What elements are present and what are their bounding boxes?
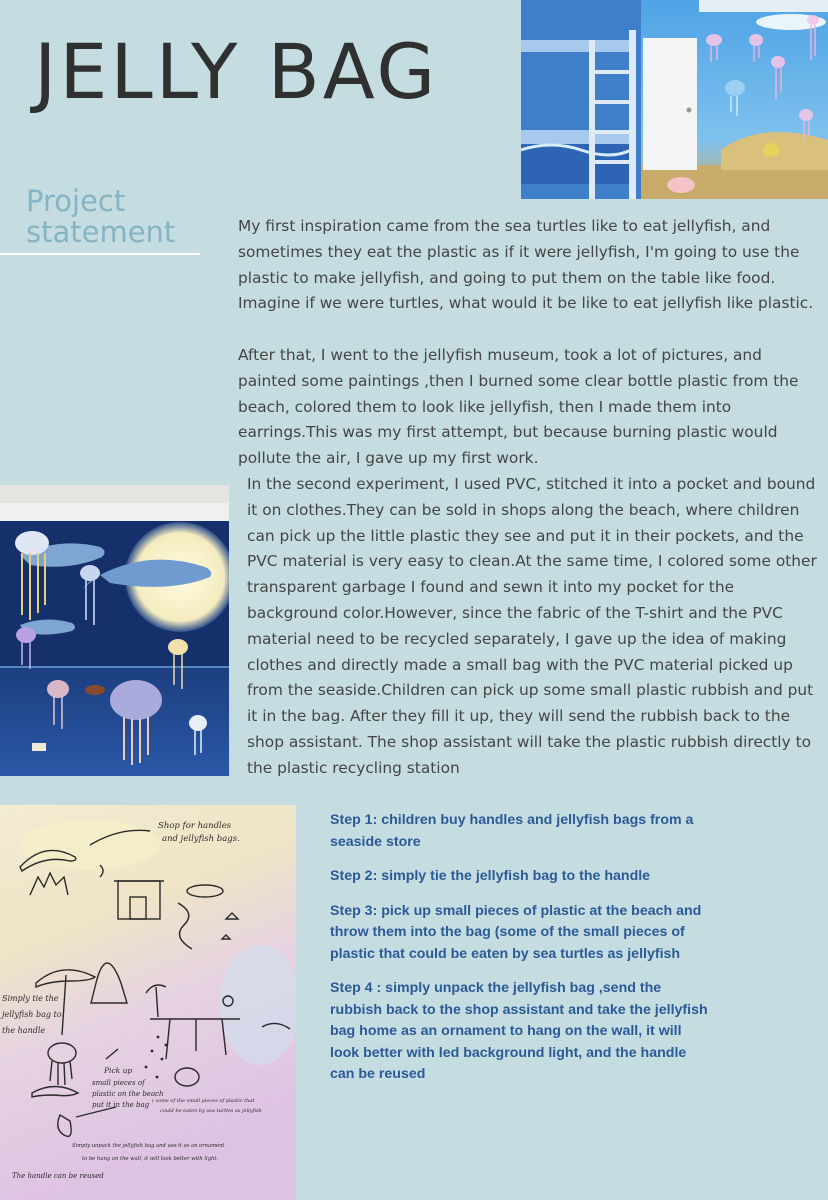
storyboard-sketch	[0, 805, 296, 1200]
sketch-note-handle: The handle can be reused	[12, 1172, 104, 1180]
sketch-note-pick-1: Pick up	[104, 1066, 133, 1075]
section-divider	[0, 253, 200, 255]
sketch-note-unpack-2: to be hung on the wall, it will look better with light.	[82, 1156, 219, 1162]
section-title-line2: statement	[26, 215, 176, 249]
sketch-note-unpack-1: Simply unpack the jellyfish bag and use it as an ornament	[72, 1143, 225, 1149]
sketch-note-pick-3: plastic on the beach	[92, 1090, 164, 1098]
sketch-note-pick-2: small pieces of	[92, 1079, 145, 1087]
paragraph-second-experiment: In the second experiment, I used PVC, stitched it into a pocket and bound it on clothes.They can be sold in shops along the beach, where children can pick up the little plastic they see and put it in their pockets, and the PVC material is very easy to clean.At the same time, I colored some other transparent garbage I found and sewn it into my pocket for the background color.However, since the fabric of the T-shirt and the PVC material need to be recycled separately, I gave up the idea of making clothes and directly made a small bag with the PVC material picked up from the seaside.Children can pick up some small plastic rubbish and put it in the bag. After they fill it up, they will send the rubbish back to the shop assistant. The shop assistant will take the plastic rubbish directly to the plastic recycling station	[247, 475, 817, 777]
page-title: JELLY BAG	[34, 27, 439, 116]
paragraph-inspiration: My first inspiration came from the sea turtles like to eat jellyfish, and sometimes they eat the plastic as if it were jellyfish, I'm going to use the plastic to make jellyfish, and going to put them on the table like food. Imagine if we were turtles, what would it be like to eat jellyfish like plastic.	[238, 217, 814, 313]
bedroom-photo	[521, 0, 828, 199]
sketch-note-shop-1: Shop for handles	[158, 821, 232, 831]
sketch-note-tie-3: the handle	[2, 1026, 46, 1035]
sketch-note-tie-2: jellyfish bag to	[2, 1010, 62, 1019]
jellyfish-mural-photo	[0, 485, 229, 776]
sketch-note-turtle-1: ( some of the small pieces of plastic that	[152, 1098, 255, 1104]
sketch-note-shop-2: and jellyfish bags.	[162, 834, 240, 844]
sketch-note-pick-4: put it in the bag	[92, 1101, 150, 1109]
paragraph-museum: After that, I went to the jellyfish museum, took a lot of pictures, and painted some paintings ,then I burned some clear bottle plastic from the beach, colored them to look like jellyfish, then I made them into earrings.This was my first attempt, but because burning plastic would pollute the air, I gave up my first work.	[238, 346, 799, 468]
section-title-line1: Project	[26, 184, 126, 218]
step-2: Step 2: simply tie the jellyfish bag to the handle	[330, 868, 651, 884]
sketch-note-tie-1: Simply tie the	[2, 994, 59, 1003]
step-4: Step 4 : simply unpack the jellyfish bag ,send the rubbish back to the shop assistant and take the jellyfish bag home as an ornament to hang on the wall, it will look better with led background light, and the handle can be reused	[330, 980, 708, 1082]
step-1: Step 1: children buy handles and jellyfish bags from a seaside store	[330, 812, 694, 850]
section-title	[26, 186, 175, 248]
sketch-note-turtle-2: could be eaten by sea turtles as jellyfish	[160, 1108, 262, 1114]
step-3: Step 3: pick up small pieces of plastic at the beach and throw them into the bag (some of the small pieces of plastic that could be eaten by sea turtles as jellyfish	[330, 902, 702, 962]
steps-list	[330, 810, 710, 1099]
